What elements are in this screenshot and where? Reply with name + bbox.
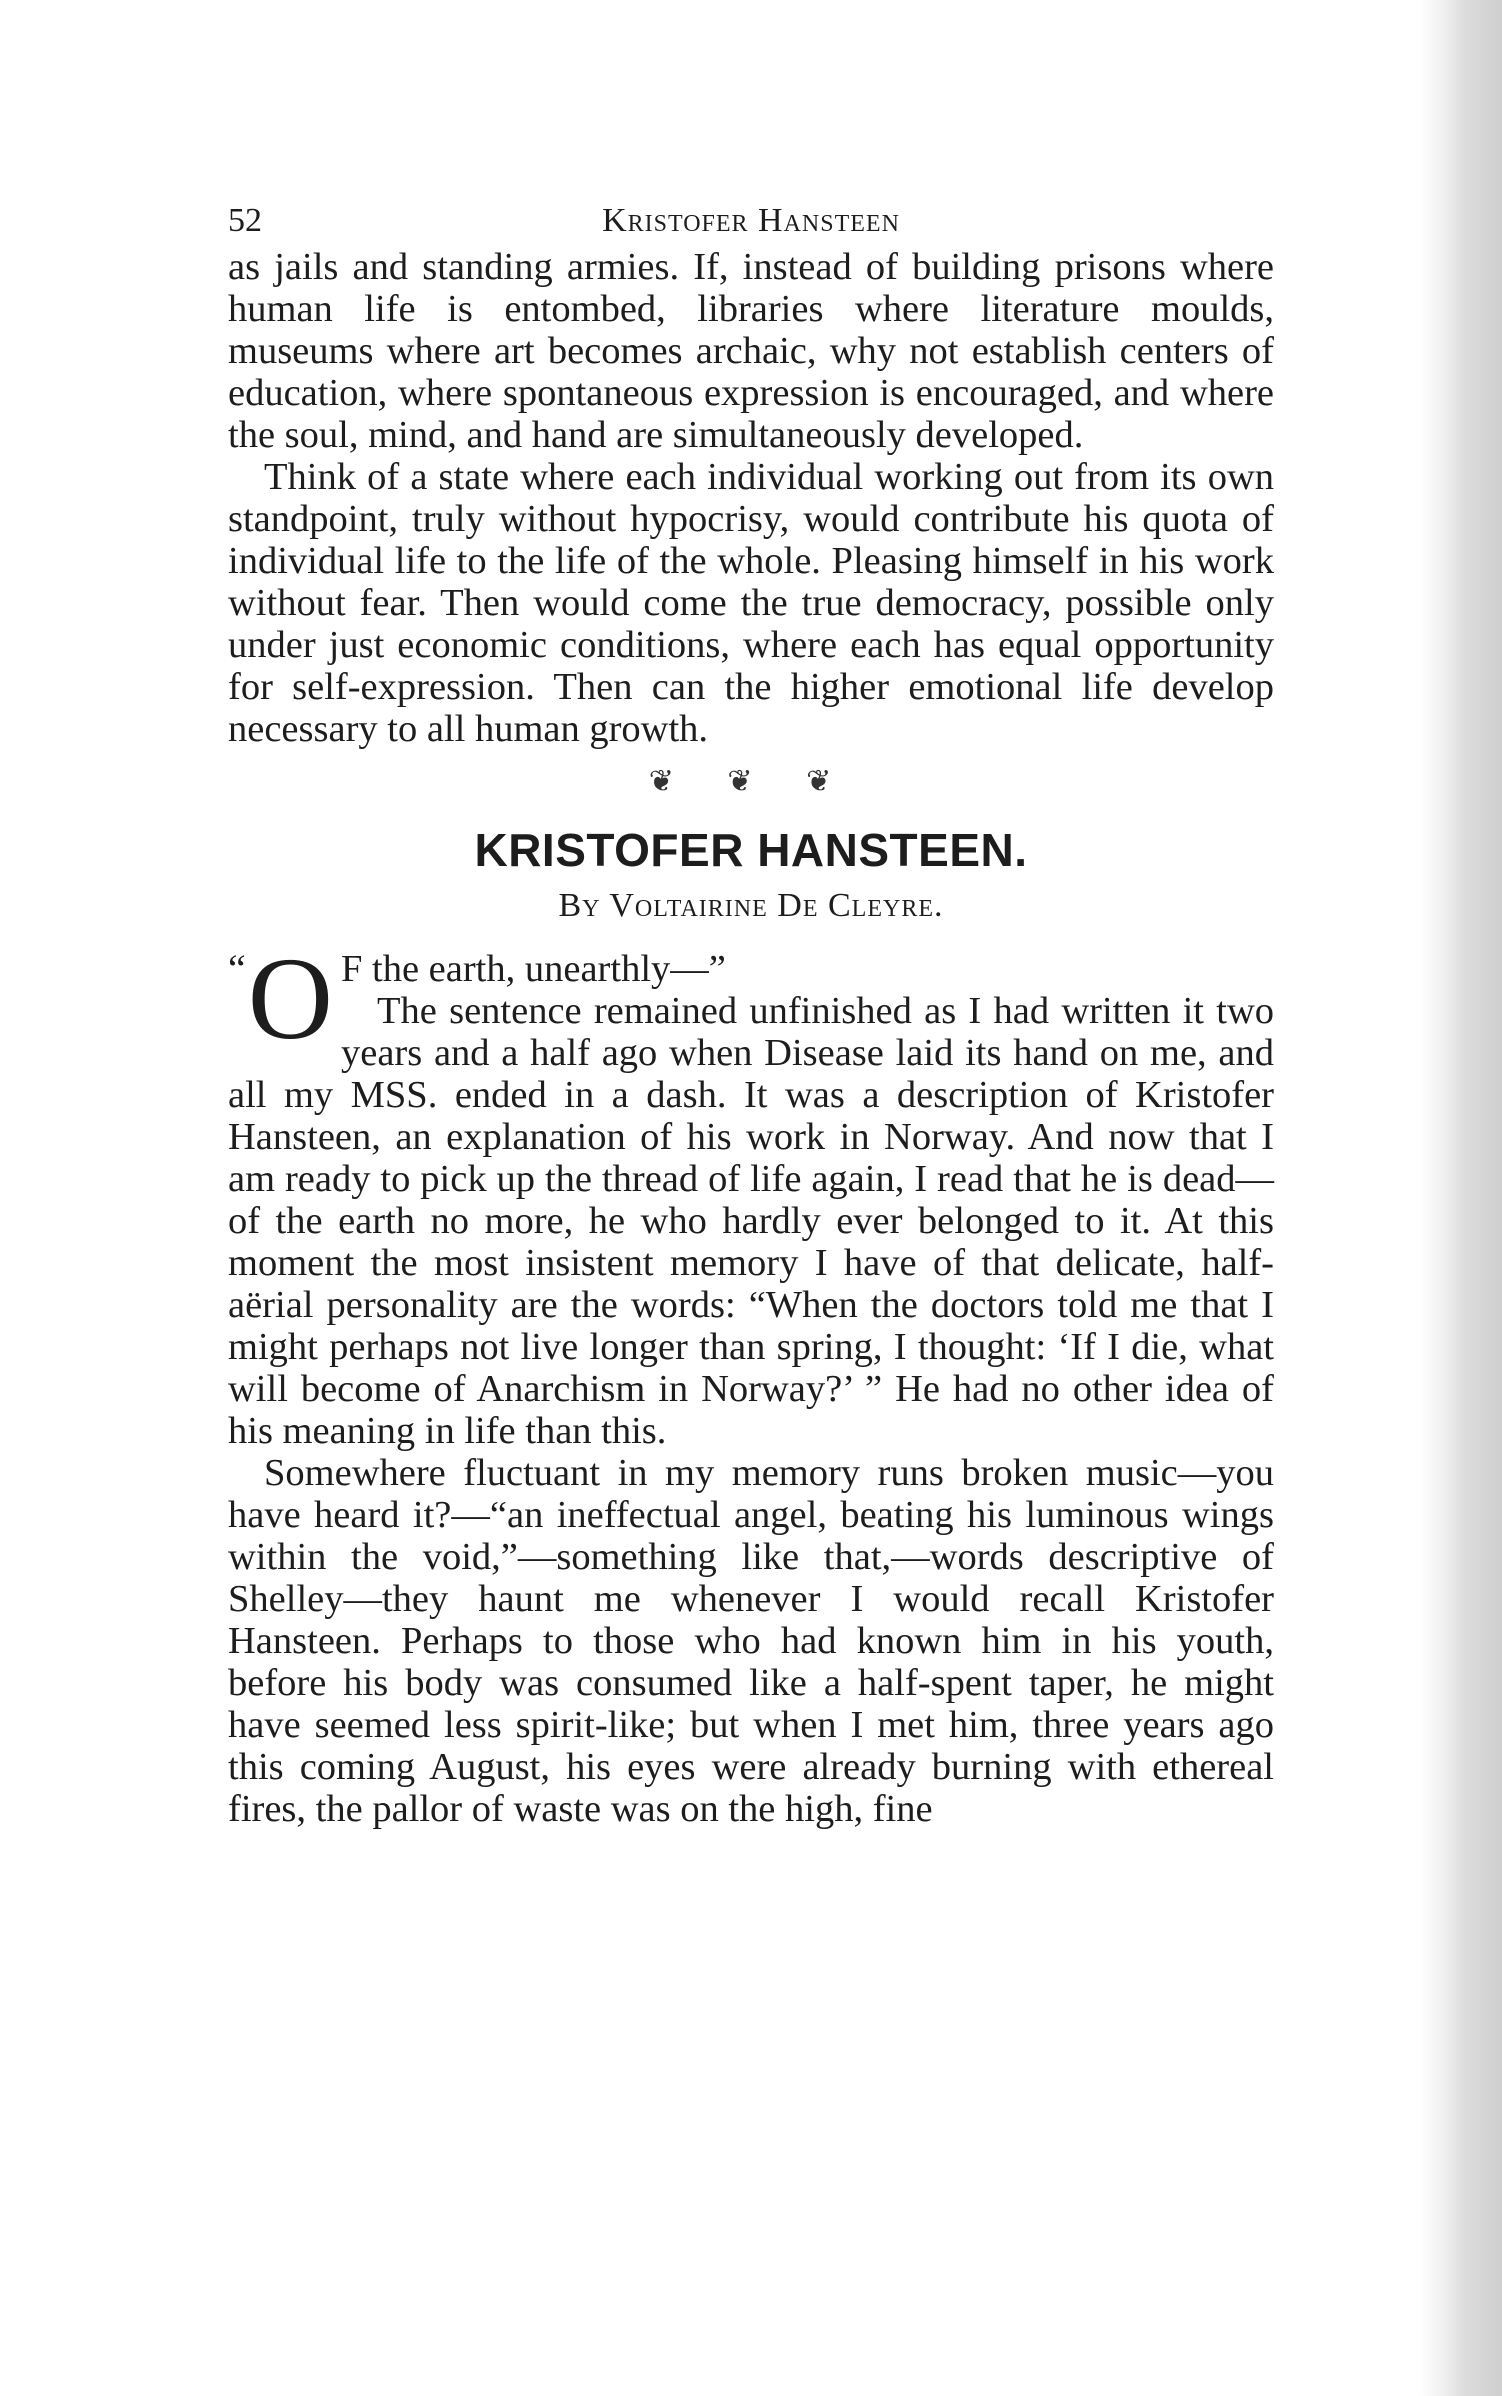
- article-byline: By Voltairine De Cleyre.: [558, 887, 944, 924]
- section-ornament-icon: ❦ ❦ ❦: [648, 764, 854, 799]
- opening-paragraph: [228, 933, 1274, 1452]
- page-number: 52: [228, 202, 262, 239]
- continued-paragraph-1: as jails and standing armies. If, instead of building prisons where human life is entombed, libraries where literature moulds, museums where art becomes archaic, why not establish centers of education, where spontaneous expression is encouraged, and where the soul, mind, and hand are simultaneously developed.: [228, 246, 1274, 456]
- article-paragraph-2: Somewhere fluctuant in my memory runs broken music—you have heard it?—“an ineffectual angel, beating his luminous wings within the void,”—something like that,—words descriptive of Shelley—they haunt me whenever I would recall Kristofer Hansteen. Perhaps to those who had known him in his youth, before his body was consumed like a half-spent taper, he might have seemed less spirit-like; but when I met him, three years ago this coming August, his eyes were already burning with ethereal fires, the pallor of waste was on the high, fine: [228, 1452, 1274, 1830]
- drop-cap-letter: O: [247, 933, 333, 1064]
- opening-first-line: F the earth, unearthly—”: [340, 948, 726, 990]
- running-head: [228, 196, 1274, 246]
- continued-paragraph-2: Think of a state where each individual working out from its own standpoint, truly without hypocrisy, would contribute his quota of individual life to the life of the whole. Pleasing himself in his work without fear. Then would come the true democracy, possible only under just economic conditions, where each has equal opportunity for self-expression. Then can the higher emotional life develop necessary to all human growth.: [228, 456, 1274, 750]
- article-body: [228, 933, 1274, 1830]
- article-title: KRISTOFER HANSTEEN.: [474, 824, 1028, 876]
- book-page: [228, 196, 1274, 1830]
- continued-text: [228, 246, 1274, 750]
- running-title: Kristofer Hansteen: [602, 202, 900, 239]
- page-edge-shadow: [1420, 0, 1502, 2396]
- opening-quote: “: [228, 946, 246, 991]
- article-paragraph-1: The sentence remained unfinished as I had written it two years and a half ago when Disease laid its hand on me, and all my MSS. ended in a dash. It was a description of Kristofer Hansteen, an explanation of his work in Norway. And now that I am ready to pick up the thread of life again, I read that he is dead—of the earth no more, he who hardly ever belonged to it. At this moment the most insistent memory I have of that delicate, half-aërial personality are the words: “When the doctors told me that I might perhaps not live longer than spring, I thought: ‘If I die, what will become of Anarchism in Norway?’ ” He had no other idea of his meaning in life than this.: [228, 990, 1274, 1452]
